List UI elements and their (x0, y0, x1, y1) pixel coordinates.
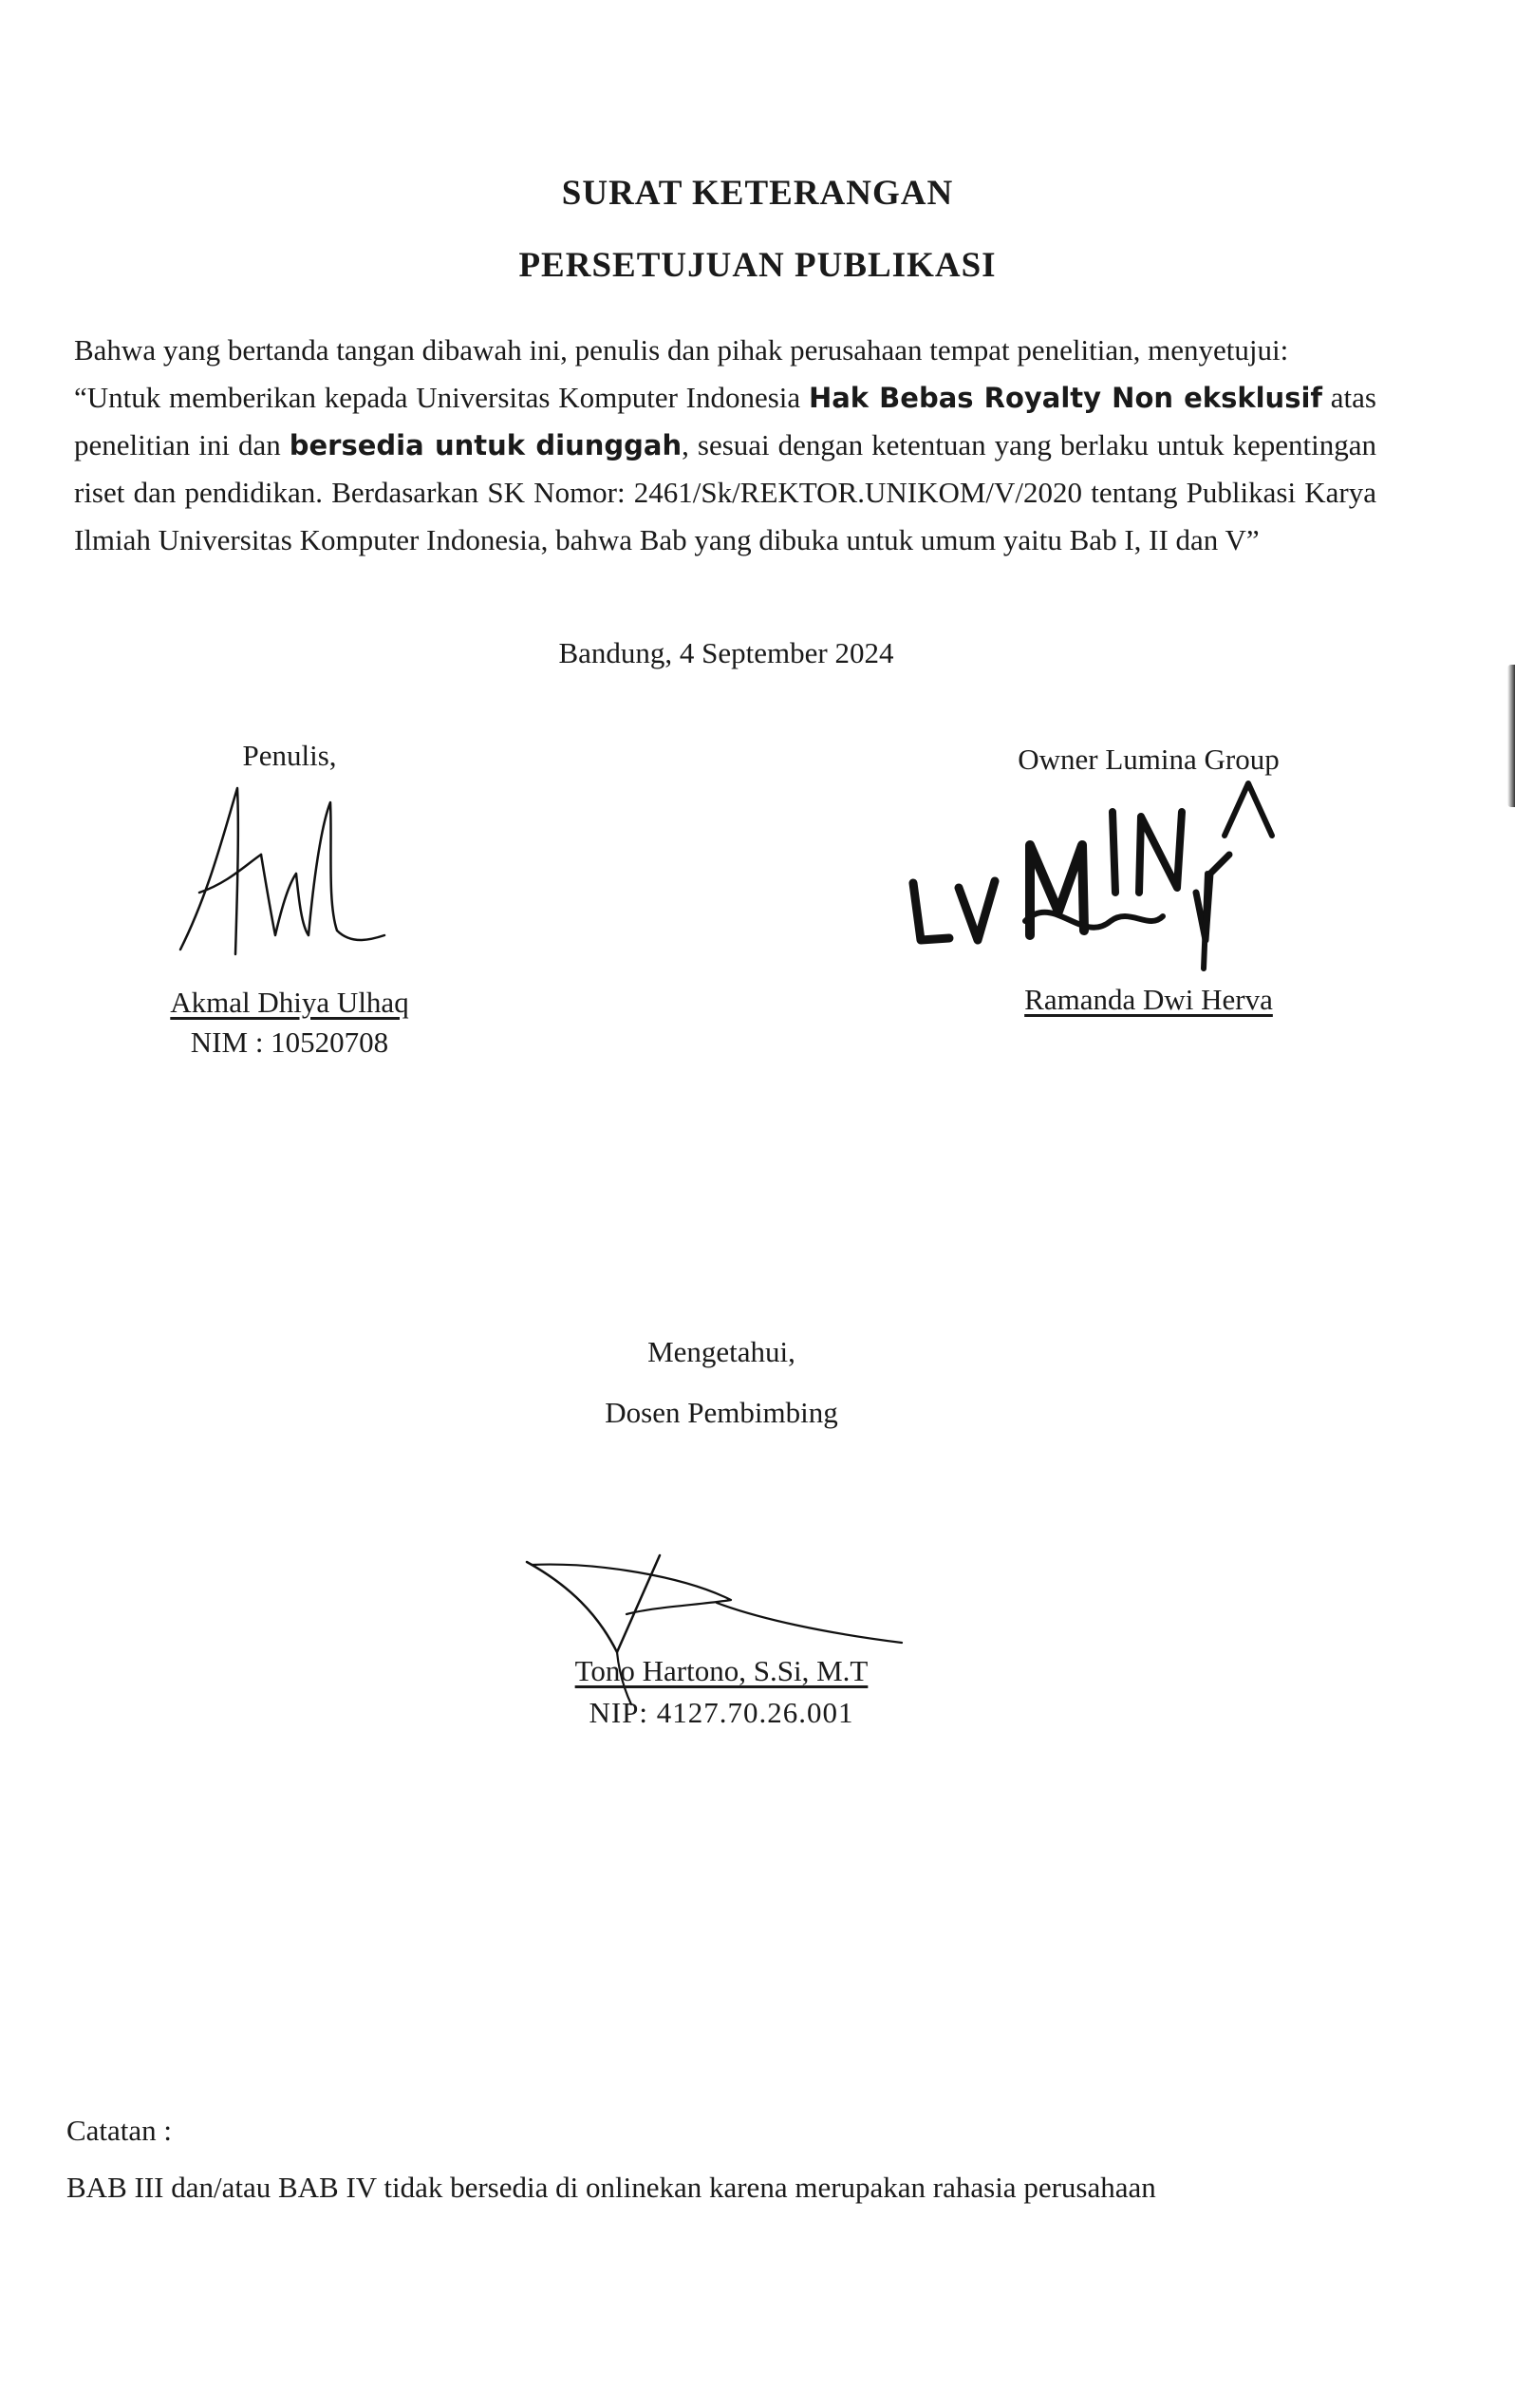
agreement-text-2: atas penelitian ini dan (74, 381, 1376, 461)
lumina-logo-stamp (902, 779, 1281, 988)
owner-role: Owner Lumina Group (1018, 743, 1280, 776)
author-role: Penulis, (242, 739, 337, 772)
owner-name: Ramanda Dwi Herva (1024, 983, 1273, 1016)
advisor-nip: NIP: 4127.70.26.001 (589, 1696, 854, 1729)
document-title: SURAT KETERANGAN (561, 174, 954, 213)
author-name: Akmal Dhiya Ulhaq (170, 986, 409, 1019)
author-signature (171, 779, 399, 969)
agreement-paragraph (74, 374, 1376, 564)
place-date: Bandung, 4 September 2024 (558, 636, 894, 669)
author-nim: NIM : 10520708 (190, 1025, 389, 1059)
body-paragraph (74, 327, 1376, 564)
agreement-bold-2: bersedia untuk diunggah (289, 429, 683, 461)
advisor-name: Tono Hartono, S.Si, M.T (574, 1654, 869, 1687)
acknowledgement: Mengetahui, (647, 1335, 795, 1368)
advisor-role: Dosen Pembimbing (605, 1396, 838, 1429)
intro-text: Bahwa yang bertanda tangan dibawah ini, penulis dan pihak perusahaan tempat penelitian, menyetujui: (74, 333, 1289, 367)
agreement-text-1: “Untuk memberikan kepada Universitas Komputer Indonesia (74, 381, 809, 414)
note-text: BAB III dan/atau BAB IV tidak bersedia di onlinekan karena merupakan rahasia perusahaan (66, 2171, 1156, 2204)
note-label: Catatan : (66, 2114, 173, 2147)
scan-edge-mark (1507, 665, 1515, 807)
agreement-bold-1: Hak Bebas Royalty Non eksklusif (808, 382, 1323, 414)
document-subtitle: PERSETUJUAN PUBLIKASI (518, 246, 997, 285)
agreement-text-3: , sesuai dengan ketentuan yang berlaku untuk kepentingan riset dan pendidikan. Berdasarkan SK Nomor: 2461/Sk/REKTOR.UNIKOM/V/2020 tentang Publikasi Karya Ilmiah Universitas Komputer Indonesia, bahwa Bab yang dibuka untuk umum yaitu Bab I, II dan V” (74, 428, 1376, 556)
